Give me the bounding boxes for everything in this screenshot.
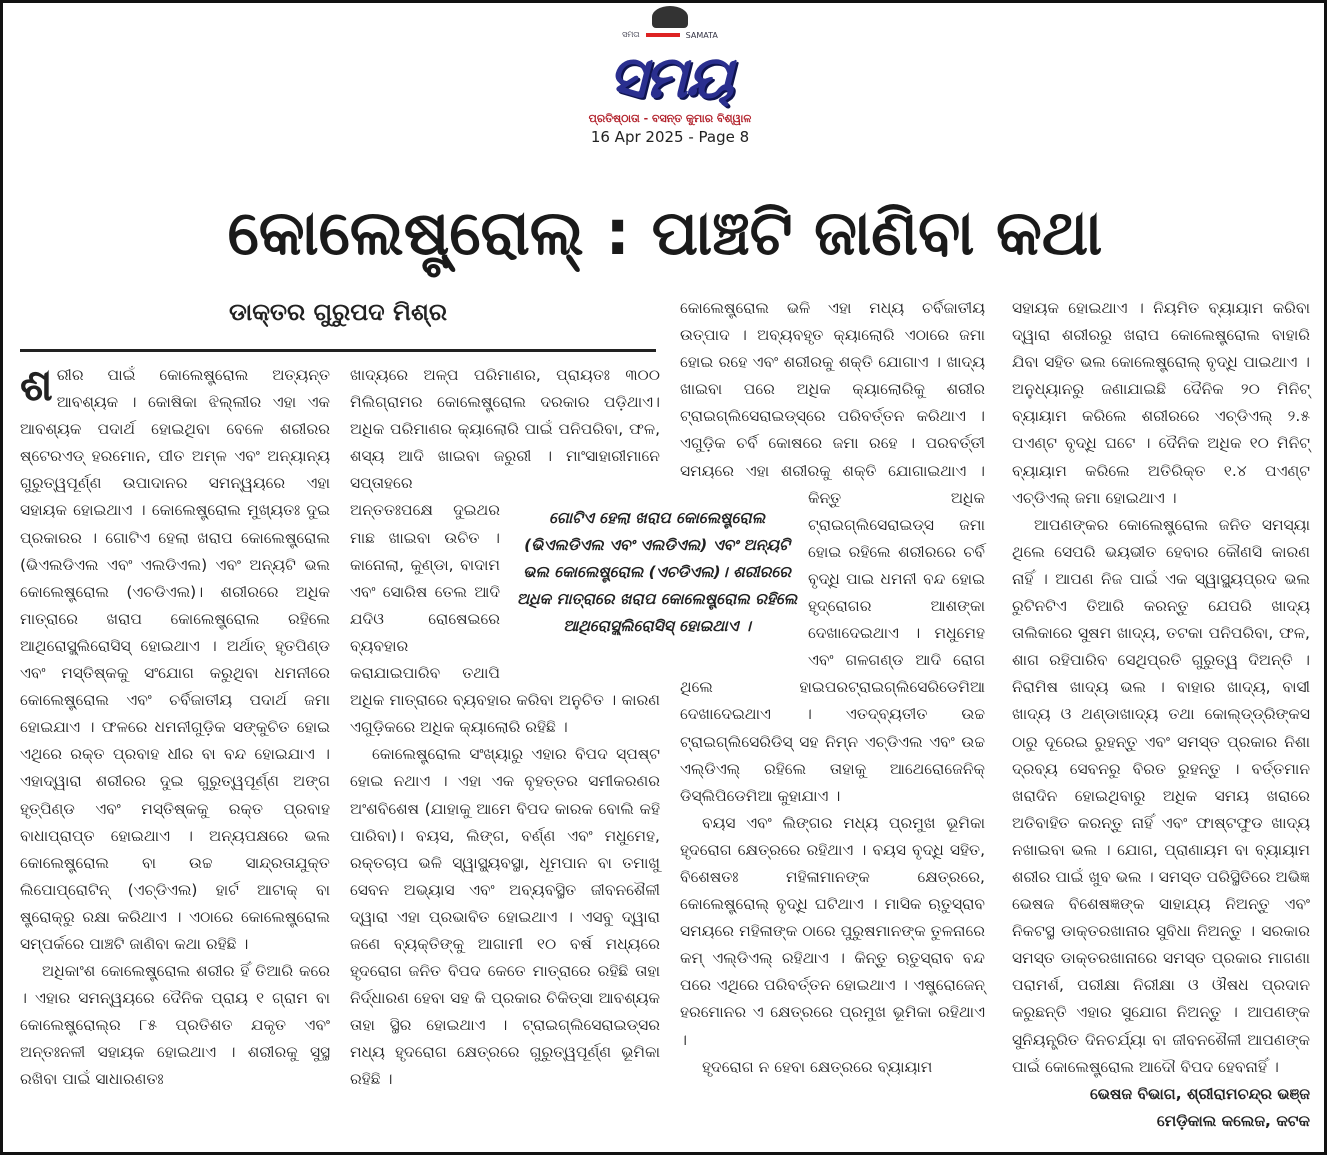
column-2: [350, 362, 660, 1094]
paragraph: କୋଲେଷ୍ଟ୍ରୋଲ ସଂଖ୍ୟାରୁ ଏହାର ବିପଦ ସ୍ପଷ୍ଟ ହୋଇ ନଥାଏ । ଏହା ଏକ ବୃହତ୍ତର ସମୀକରଣର ଅଂଶବିଶେଷ (ଯାହାକୁ ଆମେ ବିପଦ କାରକ ବୋଲି କହି ପାରିବା)। ବୟସ, ଲିଙ୍ଗ, ବର୍ଣ୍ଣ ଏବଂ ମଧୁମେହ, ରକ୍ତଚାପ ଭଳି ସ୍ୱାସ୍ଥ୍ୟବସ୍ଥା, ଧୂମପାନ ବା ତମାଖୁ ସେବନ ଅଭ୍ୟାସ ଏବଂ ଅବ୍ୟବସ୍ଥିତ ଜୀବନଶୈଳୀ ଦ୍ୱାରା ଏହା ପ୍ରଭାବିତ ହୋଇଥାଏ । ଏସବୁ ଦ୍ୱାରା ଜଣେ ବ୍ୟକ୍ତିଙ୍କୁ ଆଗାମୀ ୧୦ ବର୍ଷ ମଧ୍ୟରେ ହୃଦରୋଗ ଜନିତ ବିପଦ କେତେ ମାତ୍ରାରେ ରହିଛି ତାହା ନିର୍ଦ୍ଧାରଣ ହେବା ସହ କି ପ୍ରକାର ଚିକିତ୍ସା ଆବଶ୍ୟକ ତାହା ସ୍ଥିର ହୋଇଥାଏ । ଟ୍ରାଇଗ୍ଲିସେରାଇଡ୍‌ସର ମଧ୍ୟ ହୃଦରୋଗ କ୍ଷେତ୍ରରେ ଗୁରୁତ୍ୱପୂର୍ଣ୍ଣ ଭୂମିକା ରହିଛି ।: [350, 745, 660, 1089]
paragraph: ହୃଦରୋଗ ନ ହେବା କ୍ଷେତ୍ରରେ ବ୍ୟାୟାମ: [702, 1057, 933, 1076]
paragraph: ଖାଦ୍ୟରେ ଅଳ୍ପ ପରିମାଣର, ପ୍ରାୟତଃ ୩୦୦ ମିଲିଗ୍ରାମର କୋଲେଷ୍ଟ୍ରୋଲ ଦରକାର ପଡ଼ିଥାଏ। ଅଧିକ ପରିମାଣର କ୍ୟାଲୋରି ପାଇଁ ପନିପରିବା, ଫଳ, ଶସ୍ୟ ଆଦି ଖାଇବା ଜରୁରୀ । ମାଂସାହାରୀମାନେ ସପ୍ତାହରେ ଅନ୍ତତଃପକ୍ଷେ ଦୁଇଥର ମାଛ ଖାଇବା ଉଚିତ । କାନୋଲା, କୁଣ୍ଡା, ବାଦାମ ଏବଂ ସୋରିଷ ତେଲ ଆଦି ଯଦିଓ ରୋଷେଇରେ ବ୍ୟବହାର କରାଯାଇପାରିବ ତଥାପି ଅଧିକ ମାତ୍ରାରେ ବ୍ୟବହାର କରିବା ଅନୁଚିତ । କାରଣ ଏଗୁଡ଼ିକରେ ଅଧିକ କ୍ୟାଲୋରି ରହିଛି ।: [350, 366, 660, 737]
author-affiliation: ଭେଷଜ ବିଭାଗ, ଶ୍ରୀରାମଚନ୍ଦ୍ର ଭଞ୍ଜ ମେଡ଼ିକାଲ କଲେଜ, କଟକ: [1089, 1084, 1310, 1130]
paragraph: ସହାୟକ ହୋଇଥାଏ । ନିୟମିତ ବ୍ୟାୟାମ କରିବା ଦ୍ୱାରା ଶରୀରରୁ ଖରାପ କୋଲେଷ୍ଟ୍ରୋଲ ବାହାରି ଯିବା ସହିତ ଭଲ କୋଲେଷ୍ଟ୍ରୋଲ୍ ବୃଦ୍ଧି ପାଇଥାଏ । ଅନୁଧ୍ୟାନରୁ ଜଣାଯାଇଛି ଦୈନିକ ୨୦ ମିନିଟ୍ ବ୍ୟାୟାମ କରିଲେ ଶରୀରରେ ଏଚ୍‌ଡିଏଲ୍ ୨.୫ ପଏଣ୍ଟ ବୃଦ୍ଧି ଘଟେ । ଦୈନିକ ଅଧିକ ୧୦ ମିନିଟ୍ ବ୍ୟାୟାମ କରିଲେ ଅତିରିକ୍ତ ୧.୪ ପଏଣ୍ଟ ଏଚ୍‌ଡିଏଲ୍ ଜମା ହୋଇଥାଏ ।: [1012, 299, 1310, 507]
byline: ଡାକ୍ତର ଗୁରୁପଦ ମିଶ୍ର: [228, 298, 448, 326]
headline: କୋଲେଷ୍ଟ୍ରୋଲ୍ : ପାଞ୍ଚଟି ଜାଣିବା କଥା: [227, 196, 1103, 269]
column-4: [1012, 295, 1310, 1135]
paragraph: ଅଧିକାଂଶ କୋଲେଷ୍ଟ୍ରୋଲ ଶରୀର ହିଁ ତିଆରି କରେ । ଏହାର ସମନ୍ୱୟରେ ଦୈନିକ ପ୍ରାୟ ୧ ଗ୍ରାମ ବା କୋଲେଷ୍ଟ୍ରୋଲ୍‌ର ୮୫ ପ୍ରତିଶତ ଯକୃତ ଏବଂ ଅନ୍ତଃନଳୀ ସହାୟକ ହୋଇଥାଏ । ଶରୀରକୁ ସୁସ୍ଥ ରଖିବା ପାଇଁ ସାଧାରଣତଃ: [20, 962, 330, 1089]
emblem-red-bar: [646, 33, 680, 37]
paragraph: ବୟସ ଏବଂ ଲିଙ୍ଗର ମଧ୍ୟ ପ୍ରମୁଖ ଭୂମିକା ହୃଦରୋଗ କ୍ଷେତ୍ରରେ ରହିଥାଏ । ବୟସ ବୃଦ୍ଧି ସହିତ, ବିଶେଷତଃ ମହିଳାମାନଙ୍କ କ୍ଷେତ୍ରରେ, କୋଲେଷ୍ଟ୍ରୋଲ୍ ବୃଦ୍ଧି ଘଟିଥାଏ । ମାସିକ ଋତୁସ୍ରାବ ସମୟରେ ମହିଳାଙ୍କ ଠାରେ ପୁରୁଷମାନଙ୍କ ତୁଳନାରେ କମ୍ ଏଲ୍‌ଡିଏଲ୍ ରହିଥାଏ । କିନ୍ତୁ ଋତୁସ୍ରାବ ବନ୍ଦ ପରେ ଏଥିରେ ପରିବର୍ତ୍ତନ ହୋଇଥାଏ । ଏଷ୍ଟ୍ରୋଜେନ୍ ହରମୋନର ଏ କ୍ଷେତ୍ରରେ ପ୍ରମୁଖ ଭୂମିକା ରହିଥାଏ ।: [680, 813, 985, 1049]
column-3: [680, 295, 985, 1081]
byline-rule: [20, 349, 656, 352]
date-page: 16 Apr 2025 - Page 8: [590, 128, 750, 146]
founder-line: ପ୍ରତିଷ୍ଠାତା - ବସନ୍ତ କୁମାର ବିଶ୍ୱାଳ: [588, 112, 752, 125]
column-1: [20, 362, 330, 1094]
pull-quote: ଗୋଟିଏ ହେଲା ଖରାପ କୋଲେଷ୍ଟ୍ରୋଲ (ଭିଏଲଡିଏଲ ଏବଂ ଏଲଡିଏଲ) ଏବଂ ଅନ୍ୟଟି ଭଲ କୋଲେଷ୍ଟ୍ରୋଲ (ଏଚଡିଏଲ)। ଶରୀରରେ ଅଧିକ ମାତ୍ରାରେ ଖରାପ କୋଲେଷ୍ଟ୍ରୋଲ ରହିଲେ ଆଥିରୋସ୍କ୍ଲିରୋସିସ୍ ହୋଇଥାଏ ।: [516, 509, 798, 635]
paragraph: ଆପଣଙ୍କର କୋଲେଷ୍ଟ୍ରୋଲ ଜନିତ ସମସ୍ୟା ଥିଲେ ସେପରି ଭୟଭୀତ ହେବାର କୌଣସି କାରଣ ନାହିଁ । ଆପଣ ନିଜ ପାଇଁ ଏକ ସ୍ୱାସ୍ଥ୍ୟପ୍ରଦ ଭଲ ରୁଟିନଟିଏ ତିଆରି କରନ୍ତୁ ଯେପରି ଖାଦ୍ୟ ତାଲିକାରେ ସୁଷମ ଖାଦ୍ୟ, ତଟକା ପନିପରିବା, ଫଳ, ଶାଗ ରହିପାରିବ ସେଥିପ୍ରତି ଗୁରୁତ୍ୱ ଦିଅନ୍ତି । ନିରାମିଷ ଖାଦ୍ୟ ଭଲ । ବାହାର ଖାଦ୍ୟ, ବାସୀ ଖାଦ୍ୟ ଓ ଥଣ୍ଡାଖାଦ୍ୟ ତଥା କୋଲ୍ଡ୍‌ଡ୍ରିଙ୍କସ ଠାରୁ ଦୂରେଇ ରୁହନ୍ତୁ ଏବଂ ସମସ୍ତ ପ୍ରକାର ନିଶା ଦ୍ରବ୍ୟ ସେବନରୁ ବିରତ ରୁହନ୍ତୁ । ବର୍ତ୍ତମାନ ଖରାଦିନ ହୋଇଥିବାରୁ ଅଧିକ ସମୟ ଖରାରେ ଅତିବାହିତ କରନ୍ତୁ ନାହିଁ ଏବଂ ଫାଷ୍ଟଫୁଡ ଖାଦ୍ୟ ନଖାଇବା ଭଲ । ଯୋଗ, ପ୍ରାଣାୟମ ବା ବ୍ୟାୟାମ ଶରୀର ପାଇଁ ଖୁବ ଭଲ । ସମସ୍ତ ପରିସ୍ଥିତିରେ ଅଭିଜ୍ଞ ଭେଷଜ ବିଶେଷଜ୍ଞଙ୍କ ସାହାଯ୍ୟ ନିଅନ୍ତୁ ଏବଂ ନିକଟସ୍ଥ ଡାକ୍ତରଖାନାର ସୁବିଧା ନିଅନ୍ତୁ । ସରକାର ସମସ୍ତ ଡାକ୍ତରଖାନାରେ ସମସ୍ତ ପ୍ରକାର ମାଗଣା ପରାମର୍ଶ, ପରୀକ୍ଷା ନିରୀକ୍ଷା ଓ ଔଷଧ ପ୍ରଦାନ କରୁଛନ୍ତି ଏହାର ସୁଯୋଗ ନିଅନ୍ତୁ । ଆପଣଙ୍କ ସୁନିୟନ୍ତ୍ରିତ ଦିନଚର୍ଯ୍ୟା ବା ଜୀବନଶୈଳୀ ଆପଣଙ୍କ ପାଇଁ କୋଲେଷ୍ଟ୍ରୋଲ ଆଦୌ ବିପଦ ହେବନାହିଁ ।: [1012, 515, 1310, 1076]
emblem-left-text: ସମତା: [622, 30, 640, 39]
emblem-tree-icon: [652, 6, 688, 28]
paragraph: କୋଲେଷ୍ଟ୍ରୋଲ ଭଳି ଏହା ମଧ୍ୟ ଚର୍ବିଜାତୀୟ ଉତ୍ପାଦ । ଅବ୍ୟବହୃତ କ୍ୟାଲୋରି ଏଠାରେ ଜମା ହୋଇ ରହେ ଏବଂ ଶରୀରକୁ ଶକ୍ତି ଯୋଗାଏ । ଖାଦ୍ୟ ଖାଇବା ପରେ ଅଧିକ କ୍ୟାଲୋରିକୁ ଶରୀର ଟ୍ରାଇଗ୍ଲିସେରାଇଡ୍‌ସ୍‌ରେ ପରିବର୍ତ୍ତନ କରିଥାଏ । ଏଗୁଡ଼ିକ ଚର୍ବି କୋଷରେ ଜମା ରହେ । ପରବର୍ତ୍ତୀ ସମୟରେ ଏହା ଶରୀରକୁ ଶକ୍ତି ଯୋଗାଇଥାଏ । କିନ୍ତୁ ଅଧିକ ଟ୍ରାଇଗ୍ଲିସେରାଇଡ୍‌ସ ଜମା ହୋଇ ରହିଲେ ଶରୀରରେ ଚର୍ବି ବୃଦ୍ଧି ପାଇ ଧମନୀ ବନ୍ଦ ହୋଇ ହୃଦ୍‌ରୋଗର ଆଶଙ୍କା ଦେଖାଦେଇଥାଏ । ମଧୁମେହ ଏବଂ ଗଳଗଣ୍ଡ ଆଦି ରୋଗ ଥିଲେ ହାଇପରଟ୍ରାଇଗ୍ଲିସେରିଡେମିଆ ଦେଖାଦେଇଥାଏ । ଏତଦ୍‌ବ୍ୟତୀତ ଉଚ୍ଚ ଟ୍ରାଇଗ୍ଲିସେରିଡିସ୍ ସହ ନିମ୍ନ ଏଚ୍‌ଡିଏଲ ଏବଂ ଉଚ୍ଚ ଏଲ୍‌ଡିଏଲ୍ ରହିଲେ ତାହାକୁ ଆଥେରୋଜେନିକ୍ ଡିସ୍ଲିପିଡେମିଆ କୁହାଯାଏ ।: [680, 299, 985, 805]
paragraph: ଶରୀର ପାଇଁ କୋଲେଷ୍ଟ୍ରୋଲ ଅତ୍ୟନ୍ତ ଆବଶ୍ୟକ । କୋଷିକା ଝିଲ୍ଲୀର ଏହା ଏକ ଆବଶ୍ୟକ ପଦାର୍ଥ ହୋଇଥିବା ବେଳେ ଶରୀରର ଷ୍ଟେରଏଡ୍ ହରମୋନ, ପୀତ ଅମ୍ଳ ଏବଂ ଅନ୍ୟାନ୍ୟ ଗୁରୁତ୍ୱପୂର୍ଣ୍ଣ ଉପାଦାନର ସମନ୍ୱୟରେ ଏହା ସହାୟକ ହୋଇଥାଏ । କୋଲେଷ୍ଟ୍ରୋଲ ମୁଖ୍ୟତଃ ଦୁଇ ପ୍ରକାରର । ଗୋଟିଏ ହେଲା ଖରାପ କୋଲେଷ୍ଟ୍ରୋଲ (ଭିଏଲଡିଏଲ ଏବଂ ଏଲଡିଏଲ) ଏବଂ ଅନ୍ୟଟି ଭଲ କୋଲେଷ୍ଟ୍ରୋଲ (ଏଚଡିଏଲ)। ଶରୀରରେ ଅଧିକ ମାତ୍ରାରେ ଖରାପ କୋଲେଷ୍ଟ୍ରୋଲ ରହିଲେ ଆଥିରୋସ୍କ୍ଲିରୋସିସ୍ ହୋଇଥାଏ । ଅର୍ଥାତ୍ ହୃତପିଣ୍ଡ ଏବଂ ମସ୍ତିଷ୍କକୁ ସଂଯୋଗ କରୁଥିବା ଧମନୀରେ କୋଲେଷ୍ଟ୍ରୋଲ ଏବଂ ଚର୍ବିଜାତୀୟ ପଦାର୍ଥ ଜମା ହୋଇଯାଏ । ଫଳରେ ଧମନୀଗୁଡ଼ିକ ସଙ୍କୁଚିତ ହୋଇ ଏଥିରେ ରକ୍ତ ପ୍ରବାହ ଧୀର ବା ବନ୍ଦ ହୋଇଯାଏ । ଏହାଦ୍ୱାରା ଶରୀରର ଦୁଇ ଗୁରୁତ୍ୱପୂର୍ଣ୍ଣ ଅଙ୍ଗ ହୃତ୍‌ପିଣ୍ଡ ଏବଂ ମସ୍ତିଷ୍କକୁ ରକ୍ତ ପ୍ରବାହ ବାଧାପ୍ରାପ୍ତ ହୋଇଥାଏ । ଅନ୍ୟପକ୍ଷରେ ଭଲ କୋଲେଷ୍ଟ୍ରୋଲ ବା ଉଚ୍ଚ ସାନ୍ଦ୍ରତାଯୁକ୍ତ ଲିପୋପ୍ରୋଟିନ୍ (ଏଚ୍‌ଡିଏଲ) ହାର୍ଟ ଆଟାକ୍ ବା ଷ୍ଟ୍ରୋକ୍‌ରୁ ରକ୍ଷା କରିଥାଏ । ଏଠାରେ କୋଲେଷ୍ଟ୍ରୋଲ ସମ୍ପର୍କରେ ପାଞ୍ଚଟି ଜାଣିବା କଥା ରହିଛି ।: [20, 360, 330, 953]
drop-cap: ଶ: [20, 360, 53, 411]
newspaper-logo: ସମୟ: [608, 43, 732, 111]
emblem-right-text: SAMATA: [685, 30, 718, 40]
masthead: [520, 6, 820, 146]
emblem-caption: [520, 30, 820, 40]
